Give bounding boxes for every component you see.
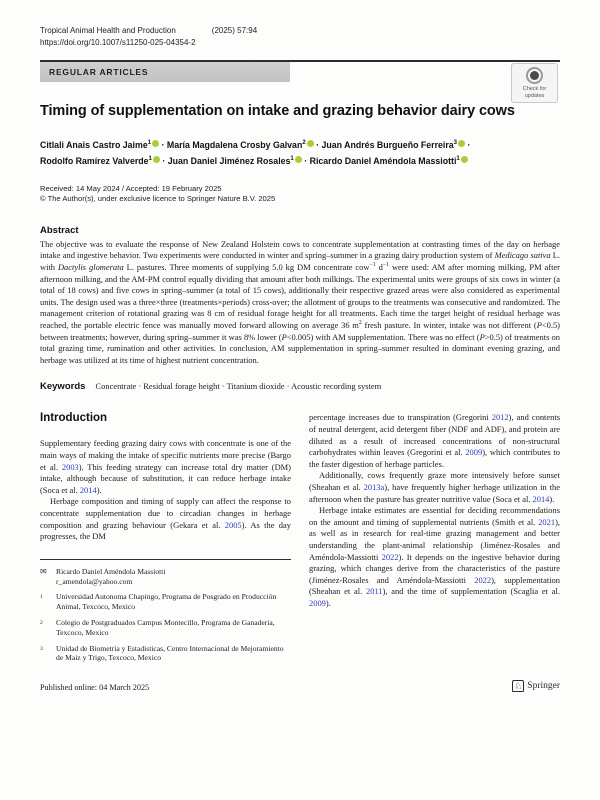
correspondence-email[interactable]: r_amendola@yahoo.com	[56, 576, 133, 586]
citation-link[interactable]: 2013a	[363, 481, 385, 492]
author: Ricardo Daniel Améndola Massiotti$^1$	[310, 156, 468, 166]
orcid-icon[interactable]	[307, 140, 314, 147]
citation-link[interactable]: 2012	[491, 412, 509, 423]
abstract-body: The objective was to evaluate the response of New Zealand Holstein cows to concentrate supplementation at contrasting times of the day on herbage intake and ingestive behavior. Two experiments were conducted in winter and spring–summer in a grazing dairy production system of Medicago sativa L. with Dactylis glomerata L. pastures. Three moments of supplying 5.0 kg DM concentrate cow$^{-1}$ $d^{-1}$ were used: AM after morning milking, PM after afternoon milking, and the AM-PM control equally dividing that amount after both milkings. The experimental units were groups of six cows in winter (a total of 18 cows) and five cows in spring–summer (a total of 15 cows), additionally their respective grazed areas were also considered as experimental units. The design used was a three×three (treatments×periods) cross-over; the allotment of groups to the treatments was consecutive and randomized. The management criterion of rotational grazing was 8 cm of residual forage height for all treatments. Each time the target height of residual herbage was reached, the portable electric fence was manually moved forward allowing on average 36 $m^2$ fresh pasture. In winter, intake was not different (P<0.5) between treatments; however, during spring–summer it was 8% lower (P<0.005) with AM supplementation. There was no effect (P>0.5) of treatments on total grazing time, rumination and other activities. In conclusion, AM supplementation in spring–summer resulted in dominant evening grazing, and herbage was utilized at its time of highest nutrient concentration.	[40, 238, 560, 365]
paragraph: Herbage intake estimates are essential for deciding recommendations on the amount and timing of supplemental nutrients (Smith et al. 2021), as well as in research for real-time grazing management and better understanding the plant-animal relationship (Jiménez-Rosales and Améndola-Massiotti 2022). It depends on the ingestive behavior during grazing, which changes derive from the characteristics of the pasture (Jiménez-Rosales and Améndola-Massiotti 2022), supplementation (Sheahan et al. 2011), and the time of supplementation (Scaglia et al. 2009).	[309, 505, 560, 608]
copyright-line: © The Author(s), under exclusive licence to Springer Nature B.V. 2025	[40, 194, 276, 204]
dates-block	[40, 184, 560, 205]
affiliation: 1 Universidad Autonoma Chapingo, Programa de Posgrado en Producción Animal, Texcoco, Mexico	[40, 592, 277, 612]
keywords-line	[40, 381, 560, 392]
journal-header	[40, 26, 560, 35]
section-rule	[40, 60, 560, 99]
springer-horse-icon: ♘	[514, 681, 523, 692]
springer-logo	[512, 680, 560, 692]
received-accepted: Received: 14 May 2024 / Accepted: 19 February 2025	[40, 183, 222, 193]
citation-link[interactable]: 2022	[474, 574, 492, 585]
published-online: Published online: 04 March 2025	[40, 683, 150, 693]
author: Juan Daniel Jiménez Rosales$^1$ ·	[167, 155, 310, 166]
envelope-icon: ✉	[40, 566, 47, 576]
check-updates-label: Check for updates	[522, 86, 547, 99]
paragraph: Herbage composition and timing of supply can affect the response to concentrate supplementation due to circadian changes in herbage composition and grazing behaviour (Gekara et al. 2005). As the day progresses, the DM	[40, 496, 291, 542]
check-updates-icon	[526, 67, 543, 84]
orcid-icon[interactable]	[153, 156, 160, 163]
paragraph: Supplementary feeding grazing dairy cows with concentrate is one of the main ways of making the intake of specific nutrients more precise (Bargo et al. 2003). This feeding strategy can increase total dry matter (DM) intake, although because of substitution, it can reduce herbage intake (Soca et al. 2014).	[40, 438, 291, 495]
orcid-icon[interactable]	[458, 140, 465, 147]
citation-link[interactable]: 2011	[366, 586, 383, 597]
citation-link[interactable]: 2009	[309, 597, 326, 608]
footnote-block	[40, 559, 291, 663]
citation-link[interactable]: 2014	[79, 484, 97, 495]
left-column	[40, 412, 291, 692]
author: Citlali Anais Castro Jaime$^1$ ·	[40, 139, 167, 150]
author: Rodolfo Ramírez Valverde$^1$ ·	[40, 155, 168, 166]
orcid-icon[interactable]	[461, 156, 468, 163]
two-column-body	[40, 412, 560, 692]
author: María Magdalena Crosby Galvan$^2$ ·	[166, 139, 322, 150]
citation-link[interactable]: 2005	[224, 519, 242, 530]
correspondence	[40, 567, 291, 587]
paragraph: percentage increases due to transpiration (Gregorini 2012), and contents of neutral detergent, acid detergent fiber (NDF and ADF), and protein are diluted as a result of increased concentrations of non-structural carbohydrates within leaves (Gregorini et al. 2009), which contributes to the faster digestion of herbage particles.	[309, 412, 560, 469]
orcid-icon[interactable]	[295, 156, 302, 163]
journal-citation: (2025) 57:94	[211, 26, 258, 35]
article-title: Timing of supplementation on intake and grazing behavior dairy cows	[40, 103, 515, 119]
citation-link[interactable]: 2009	[465, 447, 483, 458]
affiliation: 2 Colegio de Postgraduados Campus Montecillo, Programa de Ganaderia, Texcoco, Mexico	[40, 617, 275, 637]
citation-link[interactable]: 2022	[381, 551, 399, 562]
doi-link[interactable]: https://doi.org/10.1007/s11250-025-04354-2	[40, 38, 196, 47]
springer-label: Springer	[527, 681, 560, 692]
citation-link[interactable]: 2003	[61, 461, 79, 472]
introduction-heading: Introduction	[40, 412, 108, 425]
journal-name: Tropical Animal Health and Production	[40, 26, 176, 35]
paragraph: Additionally, cows frequently graze more intensively before sunset (Sheahan et al. 2013a), have frequently higher herbage utilization in the afternoon when the pasture has greater nutritive value (Soca et al. 2014).	[309, 470, 561, 504]
keywords-items: Concentrate · Residual forage height · Titanium dioxide · Acoustic recording system	[95, 381, 382, 392]
keywords-heading: Keywords	[40, 381, 86, 393]
citation-link[interactable]: 2014	[532, 493, 550, 504]
section-banner: REGULAR ARTICLES	[40, 62, 290, 82]
citation-link[interactable]: 2021	[538, 516, 556, 527]
right-column	[309, 412, 560, 692]
author-list	[40, 136, 520, 168]
abstract-heading: Abstract	[40, 224, 79, 236]
author: Juan Andrés Burgueño Ferreira$^3$ ·	[321, 139, 471, 150]
affiliation: 3 Unidad de Biometria y Estadisticas, Centro Internacional de Mejoramiento de Maiz y Trigo, Texcoco, Mexico	[40, 643, 284, 663]
correspondence-name: Ricardo Daniel Améndola Massiotti	[56, 566, 166, 576]
check-for-updates-badge[interactable]	[511, 63, 558, 103]
